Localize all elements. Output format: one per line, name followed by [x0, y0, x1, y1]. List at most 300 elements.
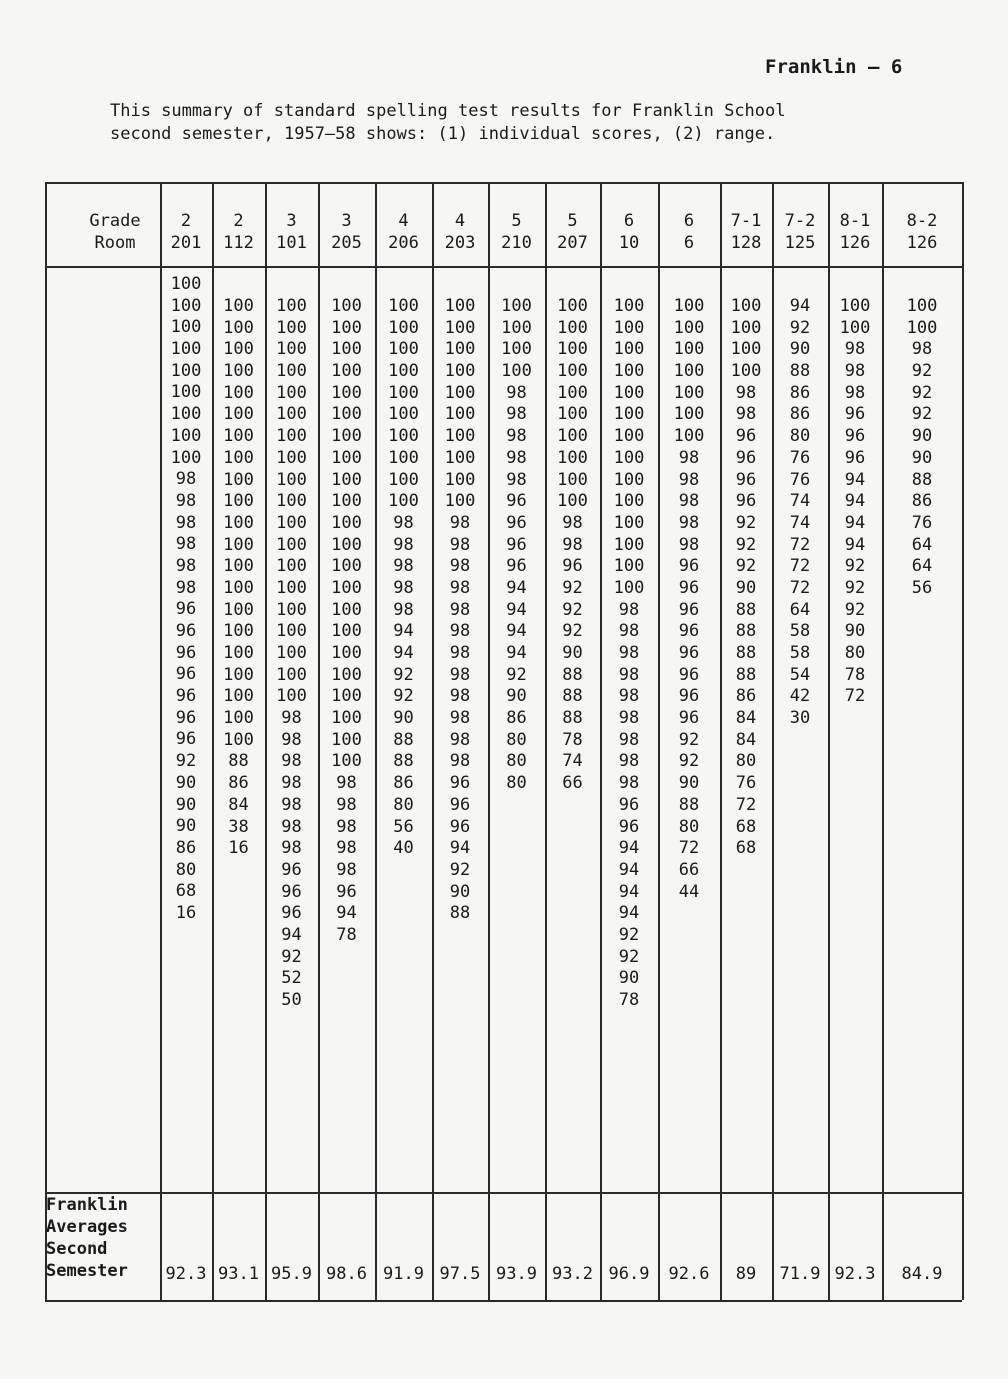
score-cell: 100	[444, 447, 476, 468]
score-cell: 92	[735, 512, 757, 533]
score-cell: 98	[449, 686, 471, 707]
score-cell: 90	[175, 816, 197, 837]
score-cell: 100	[557, 404, 588, 425]
grade-value: 2	[180, 211, 192, 231]
score-cell: 100	[613, 447, 645, 468]
score-cell: 98	[678, 534, 700, 555]
grade-value: 3	[286, 211, 297, 231]
score-column	[318, 296, 375, 947]
score-cell: 98	[336, 794, 357, 815]
table-top-border	[45, 182, 962, 184]
score-cell: 98	[678, 491, 700, 512]
score-cell: 100	[223, 599, 254, 620]
score-cell: 86	[393, 773, 414, 794]
score-cell: 100	[223, 577, 254, 598]
column-header	[432, 210, 488, 254]
score-cell: 16	[175, 902, 197, 923]
score-cell: 100	[331, 339, 362, 360]
column-header	[772, 210, 828, 254]
score-cell: 92	[618, 946, 640, 967]
score-cell: 100	[223, 708, 254, 729]
score-cell: 64	[789, 599, 811, 620]
score-cell: 100	[730, 296, 762, 316]
score-cell: 96	[678, 708, 700, 729]
score-cell: 86	[506, 708, 527, 729]
score-cell: 100	[613, 296, 645, 316]
room-value: 210	[501, 233, 532, 253]
average-value: 93.1	[218, 1264, 259, 1284]
score-cell: 98	[506, 447, 527, 468]
score-cell: 92	[618, 924, 640, 945]
score-cell: 100	[613, 339, 645, 360]
score-cell: 100	[223, 664, 254, 685]
score-cell: 88	[449, 903, 471, 924]
score-cell: 100	[331, 621, 362, 642]
score-cell: 96	[678, 556, 700, 577]
column-header	[375, 210, 432, 254]
score-cell: 90	[911, 426, 933, 447]
score-cell: 96	[449, 794, 471, 815]
score-cell: 78	[618, 990, 640, 1010]
score-column	[212, 296, 265, 860]
room-value: 6	[683, 233, 695, 253]
score-cell: 98	[618, 708, 640, 729]
score-cell: 92	[735, 534, 757, 555]
score-cell: 100	[557, 339, 588, 360]
score-cell: 96	[735, 426, 757, 447]
grade-value: 4	[454, 211, 466, 231]
score-cell: 98	[449, 512, 471, 533]
score-cell: 80	[393, 794, 414, 815]
score-cell: 100	[223, 621, 254, 642]
score-cell: 94	[618, 859, 640, 880]
score-cell: 88	[393, 751, 414, 772]
score-cell: 86	[789, 404, 811, 425]
score-cell: 100	[557, 491, 588, 512]
score-cell: 100	[276, 664, 307, 685]
score-cell: 96	[678, 599, 700, 620]
score-cell: 96	[678, 643, 700, 663]
score-cell: 96	[175, 707, 197, 728]
score-cell: 84	[735, 708, 757, 729]
score-cell: 100	[444, 404, 476, 425]
score-cell: 92	[911, 361, 933, 382]
score-cell: 100	[331, 469, 362, 490]
room-label: Room	[94, 233, 136, 253]
score-cell: 100	[557, 447, 588, 468]
score-cell: 98	[678, 512, 700, 533]
score-cell: 96	[175, 599, 197, 620]
score-cell: 86	[228, 773, 249, 794]
score-cell: 96	[618, 816, 640, 837]
score-cell: 90	[506, 686, 527, 707]
score-cell: 98	[449, 621, 471, 642]
score-cell: 98	[393, 556, 414, 577]
score-cell: 98	[175, 490, 197, 511]
score-cell: 100	[223, 317, 254, 338]
score-cell: 80	[789, 426, 811, 447]
score-cell: 94	[618, 838, 640, 859]
score-cell: 74	[789, 491, 811, 512]
score-cell: 100	[331, 534, 362, 555]
score-cell: 98	[506, 469, 527, 490]
score-cell: 100	[444, 317, 476, 338]
score-cell: 90	[844, 621, 866, 642]
score-cell: 94	[449, 838, 471, 859]
score-cell: 100	[613, 404, 645, 425]
room-value: 206	[388, 233, 419, 253]
score-cell: 94	[844, 534, 866, 555]
footer-line: Franklin	[46, 1195, 128, 1215]
score-cell: 100	[223, 643, 254, 663]
score-cell: 96	[506, 491, 527, 512]
column-header	[318, 210, 375, 254]
score-cell: 100	[276, 643, 307, 663]
score-cell: 100	[331, 686, 362, 707]
average-value: 92.3	[165, 1264, 207, 1284]
room-value: 203	[444, 233, 476, 253]
score-cell: 100	[444, 361, 476, 382]
score-cell: 100	[388, 317, 419, 338]
score-cell: 100	[276, 469, 307, 490]
score-cell: 90	[678, 773, 700, 794]
score-cell: 100	[673, 339, 705, 360]
score-column	[658, 296, 720, 903]
score-cell: 40	[393, 838, 414, 859]
score-cell: 84	[735, 729, 757, 750]
grade-value: 5	[511, 211, 522, 231]
score-cell: 72	[678, 838, 700, 859]
grade-value: 8-1	[839, 211, 871, 231]
score-cell: 98	[449, 599, 471, 620]
score-cell: 64	[911, 556, 933, 577]
score-cell: 92	[449, 859, 471, 880]
score-cell: 80	[506, 751, 527, 772]
score-cell: 96	[281, 859, 302, 880]
score-cell: 96	[618, 794, 640, 815]
score-cell: 100	[276, 317, 307, 338]
average-value: 93.9	[496, 1264, 537, 1284]
score-column	[488, 296, 545, 795]
column-header	[720, 210, 772, 254]
score-cell: 96	[175, 642, 197, 663]
average-value: 98.6	[326, 1264, 367, 1284]
score-cell: 100	[613, 534, 645, 555]
score-cell: 100	[673, 426, 705, 447]
score-cell: 98	[618, 621, 640, 642]
score-cell: 98	[175, 534, 197, 555]
score-cell: 100	[444, 339, 476, 360]
score-cell: 100	[170, 425, 202, 446]
score-cell: 98	[393, 512, 414, 533]
score-cell: 100	[388, 339, 419, 360]
score-cell: 90	[911, 447, 933, 468]
score-cell: 100	[276, 512, 307, 533]
score-cell: 16	[228, 838, 249, 859]
score-cell: 100	[331, 643, 362, 663]
score-cell: 98	[618, 729, 640, 750]
grade-label: Grade	[89, 211, 141, 231]
score-cell: 100	[331, 426, 362, 447]
score-cell: 96	[844, 404, 866, 425]
score-cell: 100	[223, 382, 254, 403]
score-cell: 100	[170, 339, 202, 360]
score-cell: 98	[911, 339, 933, 360]
score-column	[375, 296, 432, 860]
score-cell: 92	[844, 599, 866, 620]
score-cell: 98	[678, 469, 700, 490]
score-cell: 100	[501, 339, 532, 360]
score-cell: 76	[789, 469, 811, 490]
column-header	[658, 210, 720, 254]
score-cell: 100	[444, 382, 476, 403]
score-cell: 100	[331, 404, 362, 425]
score-cell: 100	[331, 382, 362, 403]
score-cell: 98	[281, 838, 302, 859]
score-cell: 92	[735, 556, 757, 577]
score-cell: 80	[735, 751, 757, 772]
score-cell: 98	[281, 816, 302, 837]
score-cell: 74	[789, 512, 811, 533]
score-cell: 96	[506, 556, 527, 577]
score-cell: 100	[223, 361, 254, 382]
score-cell: 100	[730, 339, 762, 360]
score-cell: 100	[557, 361, 588, 382]
score-cell: 100	[170, 360, 202, 381]
score-cell: 100	[276, 534, 307, 555]
room-value: 201	[170, 233, 202, 253]
score-cell: 96	[735, 491, 757, 512]
score-cell: 100	[444, 491, 476, 512]
score-cell: 68	[735, 816, 757, 837]
score-cell: 100	[331, 317, 362, 338]
score-cell: 94	[393, 643, 414, 663]
score-cell: 80	[506, 773, 527, 794]
score-cell: 100	[673, 382, 705, 403]
score-cell: 68	[175, 881, 197, 902]
score-cell: 98	[175, 512, 197, 533]
score-cell: 96	[336, 881, 357, 902]
score-cell: 100	[331, 447, 362, 468]
score-cell: 98	[175, 469, 197, 490]
score-cell: 100	[276, 339, 307, 360]
score-cell: 98	[393, 599, 414, 620]
score-cell: 100	[276, 404, 307, 425]
score-cell: 98	[618, 643, 640, 663]
score-cell: 94	[844, 491, 866, 512]
score-cell: 88	[562, 664, 583, 685]
score-cell: 100	[557, 382, 588, 403]
score-cell: 100	[223, 426, 254, 447]
column-header	[600, 210, 658, 254]
score-cell: 96	[735, 447, 757, 468]
score-cell: 92	[562, 621, 583, 642]
score-cell: 98	[449, 751, 471, 772]
score-cell: 72	[735, 794, 757, 815]
score-cell: 92	[175, 751, 197, 772]
score-cell: 100	[331, 599, 362, 620]
score-cell: 94	[844, 469, 866, 490]
score-cell: 90	[789, 339, 811, 360]
score-cell: 100	[331, 491, 362, 512]
score-cell: 56	[393, 816, 414, 837]
average-value: 71.9	[779, 1264, 821, 1284]
score-cell: 100	[557, 317, 588, 338]
score-cell: 72	[844, 686, 866, 707]
column-header	[545, 210, 600, 254]
average-value: 95.9	[271, 1264, 312, 1284]
score-cell: 100	[444, 426, 476, 447]
score-cell: 88	[789, 361, 811, 382]
score-cell: 92	[393, 664, 414, 685]
score-cell: 98	[449, 643, 471, 663]
score-cell: 100	[906, 317, 938, 338]
score-cell: 98	[618, 686, 640, 707]
score-cell: 96	[506, 512, 527, 533]
score-cell: 78	[562, 729, 583, 750]
score-cell: 100	[839, 317, 871, 338]
score-cell: 100	[388, 491, 419, 512]
score-column	[160, 274, 212, 925]
score-cell: 98	[844, 361, 866, 382]
score-column	[772, 296, 828, 730]
score-cell: 100	[223, 469, 254, 490]
score-cell: 94	[618, 881, 640, 902]
score-cell: 92	[789, 317, 811, 338]
average-value: 91.9	[383, 1264, 424, 1284]
score-cell: 96	[175, 729, 197, 750]
score-cell: 96	[281, 881, 302, 902]
score-cell: 98	[678, 447, 700, 468]
score-cell: 42	[789, 686, 811, 707]
score-cell: 100	[170, 382, 202, 403]
score-cell: 98	[562, 512, 583, 533]
footer-line: Second	[46, 1239, 108, 1259]
score-cell: 56	[911, 577, 933, 598]
score-column	[600, 296, 658, 1012]
average-value: 97.5	[439, 1264, 481, 1284]
score-cell: 58	[789, 643, 811, 663]
score-cell: 98	[618, 664, 640, 685]
score-cell: 100	[170, 404, 202, 425]
score-cell: 98	[506, 426, 527, 447]
score-cell: 98	[336, 859, 357, 880]
score-cell: 100	[613, 577, 645, 598]
average-value: 96.9	[608, 1264, 650, 1284]
score-cell: 80	[678, 816, 700, 837]
score-cell: 100	[673, 317, 705, 338]
score-cell: 88	[562, 708, 583, 729]
score-cell: 92	[911, 382, 933, 403]
score-cell: 76	[735, 773, 757, 794]
score-cell: 96	[175, 621, 197, 641]
score-cell: 96	[449, 816, 471, 837]
score-cell: 98	[449, 664, 471, 685]
footer-line: Averages	[46, 1217, 128, 1237]
score-cell: 100	[557, 426, 588, 447]
room-value: 205	[331, 233, 362, 253]
score-cell: 100	[501, 296, 532, 316]
score-cell: 88	[678, 794, 700, 815]
score-cell: 94	[393, 621, 414, 642]
score-cell: 54	[789, 664, 811, 685]
score-cell: 92	[281, 946, 302, 967]
score-cell: 100	[501, 361, 532, 382]
score-column	[265, 296, 318, 1012]
room-value: 126	[906, 233, 938, 253]
score-cell: 98	[281, 773, 302, 794]
score-cell: 94	[844, 512, 866, 533]
score-cell: 80	[844, 643, 866, 663]
score-cell: 100	[331, 577, 362, 598]
score-cell: 100	[501, 317, 532, 338]
score-cell: 50	[281, 990, 302, 1010]
column-header	[828, 210, 882, 254]
score-cell: 100	[276, 382, 307, 403]
footer-line: Semester	[46, 1261, 128, 1281]
score-cell: 100	[223, 404, 254, 425]
score-cell: 98	[336, 838, 357, 859]
score-cell: 100	[331, 296, 362, 316]
score-cell: 96	[678, 577, 700, 598]
score-cell: 76	[789, 447, 811, 468]
score-cell: 100	[223, 491, 254, 512]
score-cell: 100	[557, 469, 588, 490]
score-cell: 100	[730, 361, 762, 382]
score-cell: 100	[388, 382, 419, 403]
score-cell: 96	[678, 621, 700, 642]
score-cell: 100	[223, 296, 254, 316]
intro-line: This summary of standard spelling test results for Franklin School	[110, 101, 786, 121]
score-cell: 100	[170, 317, 202, 338]
score-cell: 86	[735, 686, 757, 707]
score-cell: 98	[844, 339, 866, 360]
table-left-border	[45, 182, 47, 1300]
table-right-border	[962, 182, 964, 1300]
score-cell: 100	[673, 361, 705, 382]
grade-value: 8-2	[906, 211, 938, 231]
score-cell: 90	[393, 708, 414, 729]
score-cell: 86	[175, 837, 197, 858]
grade-value: 5	[567, 211, 578, 231]
score-cell: 98	[618, 751, 640, 772]
score-cell: 88	[393, 729, 414, 750]
room-value: 112	[223, 233, 254, 253]
score-cell: 98	[281, 729, 302, 750]
score-cell: 98	[735, 382, 757, 403]
score-cell: 66	[678, 859, 700, 880]
score-cell: 92	[562, 599, 583, 620]
score-cell: 100	[331, 751, 362, 772]
score-cell: 94	[506, 643, 527, 663]
score-cell: 100	[613, 382, 645, 403]
score-cell: 100	[170, 274, 202, 294]
score-cell: 98	[449, 534, 471, 555]
score-cell: 100	[276, 621, 307, 642]
score-cell: 98	[618, 773, 640, 794]
score-cell: 90	[618, 968, 640, 989]
room-value: 101	[276, 233, 307, 253]
score-cell: 100	[223, 556, 254, 577]
score-cell: 98	[506, 382, 527, 403]
score-cell: 66	[562, 773, 583, 794]
score-cell: 98	[175, 555, 197, 576]
score-cell: 100	[613, 556, 645, 577]
score-cell: 86	[911, 491, 933, 512]
score-cell: 98	[735, 404, 757, 425]
score-cell: 92	[506, 664, 527, 685]
score-cell: 94	[506, 577, 527, 598]
